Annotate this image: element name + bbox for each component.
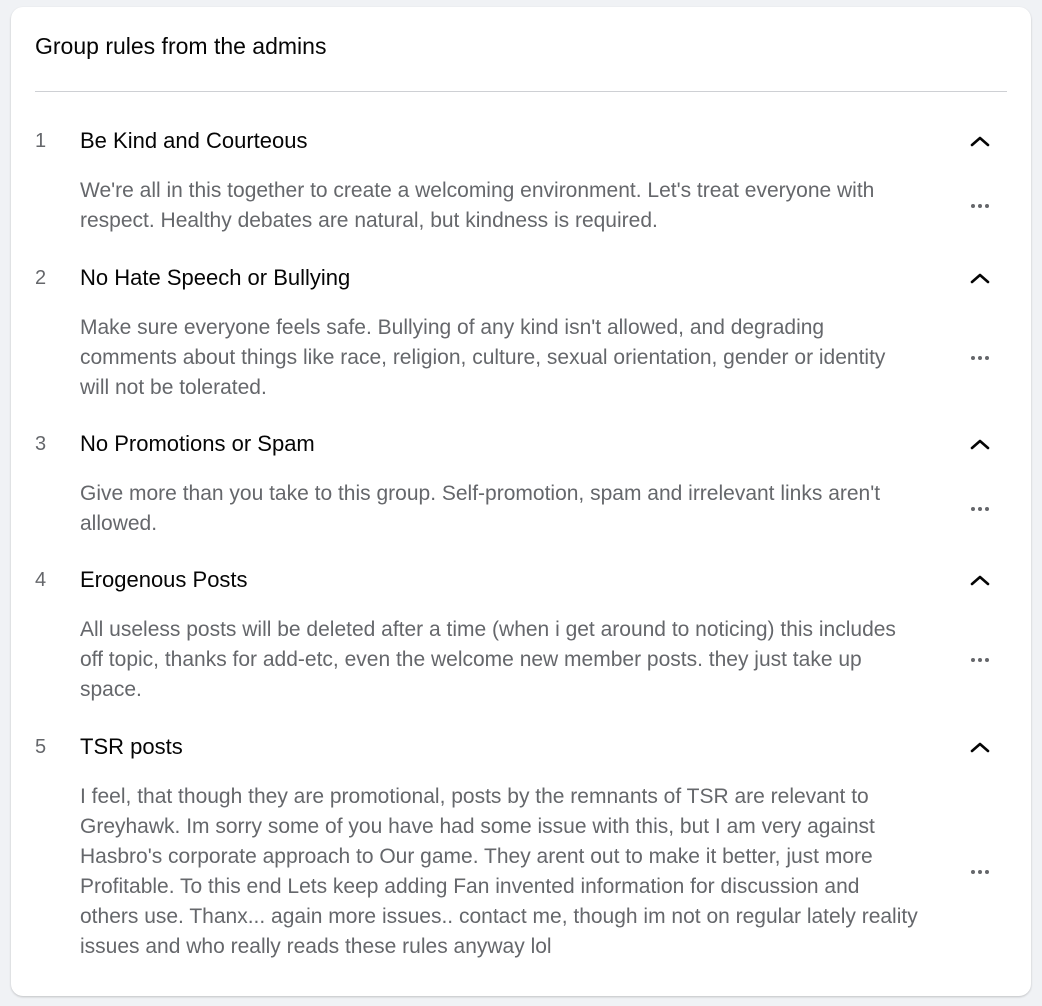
chevron-up-icon	[970, 741, 990, 753]
rule-number: 1	[35, 130, 47, 152]
more-options-button[interactable]	[963, 343, 997, 373]
rule-number: 3	[35, 433, 47, 455]
rule-header[interactable]	[11, 263, 1031, 293]
collapse-rule-button[interactable]	[963, 429, 997, 459]
rule-header[interactable]	[11, 126, 1031, 156]
more-options-icon	[971, 507, 989, 511]
more-options-button[interactable]	[963, 857, 997, 887]
rule-title: No Hate Speech or Bullying	[80, 265, 351, 290]
collapse-rule-button[interactable]	[963, 126, 997, 156]
more-options-icon	[971, 356, 989, 360]
chevron-up-icon	[970, 438, 990, 450]
chevron-up-icon	[970, 135, 990, 147]
rule-description: Give more than you take to this group. Self-promotion, spam and irrelevant links aren't allowed.	[80, 482, 881, 535]
rule-number: 2	[35, 267, 47, 289]
rule-number: 4	[35, 569, 47, 591]
rule-header[interactable]	[11, 429, 1031, 459]
rule-description: We're all in this together to create a welcoming environment. Let's treat everyone with respect. Healthy debates are natural, but kindness is required.	[80, 179, 875, 232]
rule-title: Be Kind and Courteous	[80, 128, 308, 153]
more-options-button[interactable]	[963, 645, 997, 675]
rule-title: TSR posts	[80, 734, 183, 759]
more-options-button[interactable]	[963, 191, 997, 221]
rule-number: 5	[35, 736, 47, 758]
collapse-rule-button[interactable]	[963, 732, 997, 762]
chevron-up-icon	[970, 574, 990, 586]
rule-header[interactable]	[11, 565, 1031, 595]
rule-body	[11, 313, 1031, 403]
rule-title: No Promotions or Spam	[80, 431, 315, 456]
collapse-rule-button[interactable]	[963, 565, 997, 595]
group-rules-card	[11, 7, 1031, 996]
rule-body	[11, 176, 1031, 236]
rule-title: Erogenous Posts	[80, 567, 248, 592]
rule-description: All useless posts will be deleted after a time (when i get around to noticing) this includes off topic, thanks for add-etc, even the welcome new member posts. they just take up space.	[80, 618, 896, 701]
rule-body	[11, 615, 1031, 705]
rule-item-1	[11, 126, 1031, 236]
rule-item-4	[11, 565, 1031, 705]
rule-item-2	[11, 263, 1031, 403]
chevron-up-icon	[970, 272, 990, 284]
rule-item-5	[11, 732, 1031, 962]
more-options-icon	[971, 658, 989, 662]
more-options-button[interactable]	[963, 494, 997, 524]
rule-description: I feel, that though they are promotional, posts by the remnants of TSR are relevant to Greyhawk. Im sorry some of you have had some issue with this, but I am very against Hasbro's corporate approach to Our game. They arent out to make it better, just more Profitable. To this end Lets keep adding Fan invented information for discussion and others use. Thanx... again more issues.. contact me, though im not on regular lately reality issues and who really reads these rules anyway lol	[80, 785, 918, 958]
rule-description: Make sure everyone feels safe. Bullying of any kind isn't allowed, and degrading comments about things like race, religion, culture, sexual orientation, gender or identity will not be tolerated.	[80, 316, 886, 399]
rule-body	[11, 782, 1031, 962]
more-options-icon	[971, 870, 989, 874]
rule-header[interactable]	[11, 732, 1031, 762]
panel-title: Group rules from the admins	[35, 33, 327, 59]
title-divider	[35, 91, 1007, 92]
more-options-icon	[971, 204, 989, 208]
rule-item-3	[11, 429, 1031, 539]
rule-body	[11, 479, 1031, 539]
collapse-rule-button[interactable]	[963, 263, 997, 293]
